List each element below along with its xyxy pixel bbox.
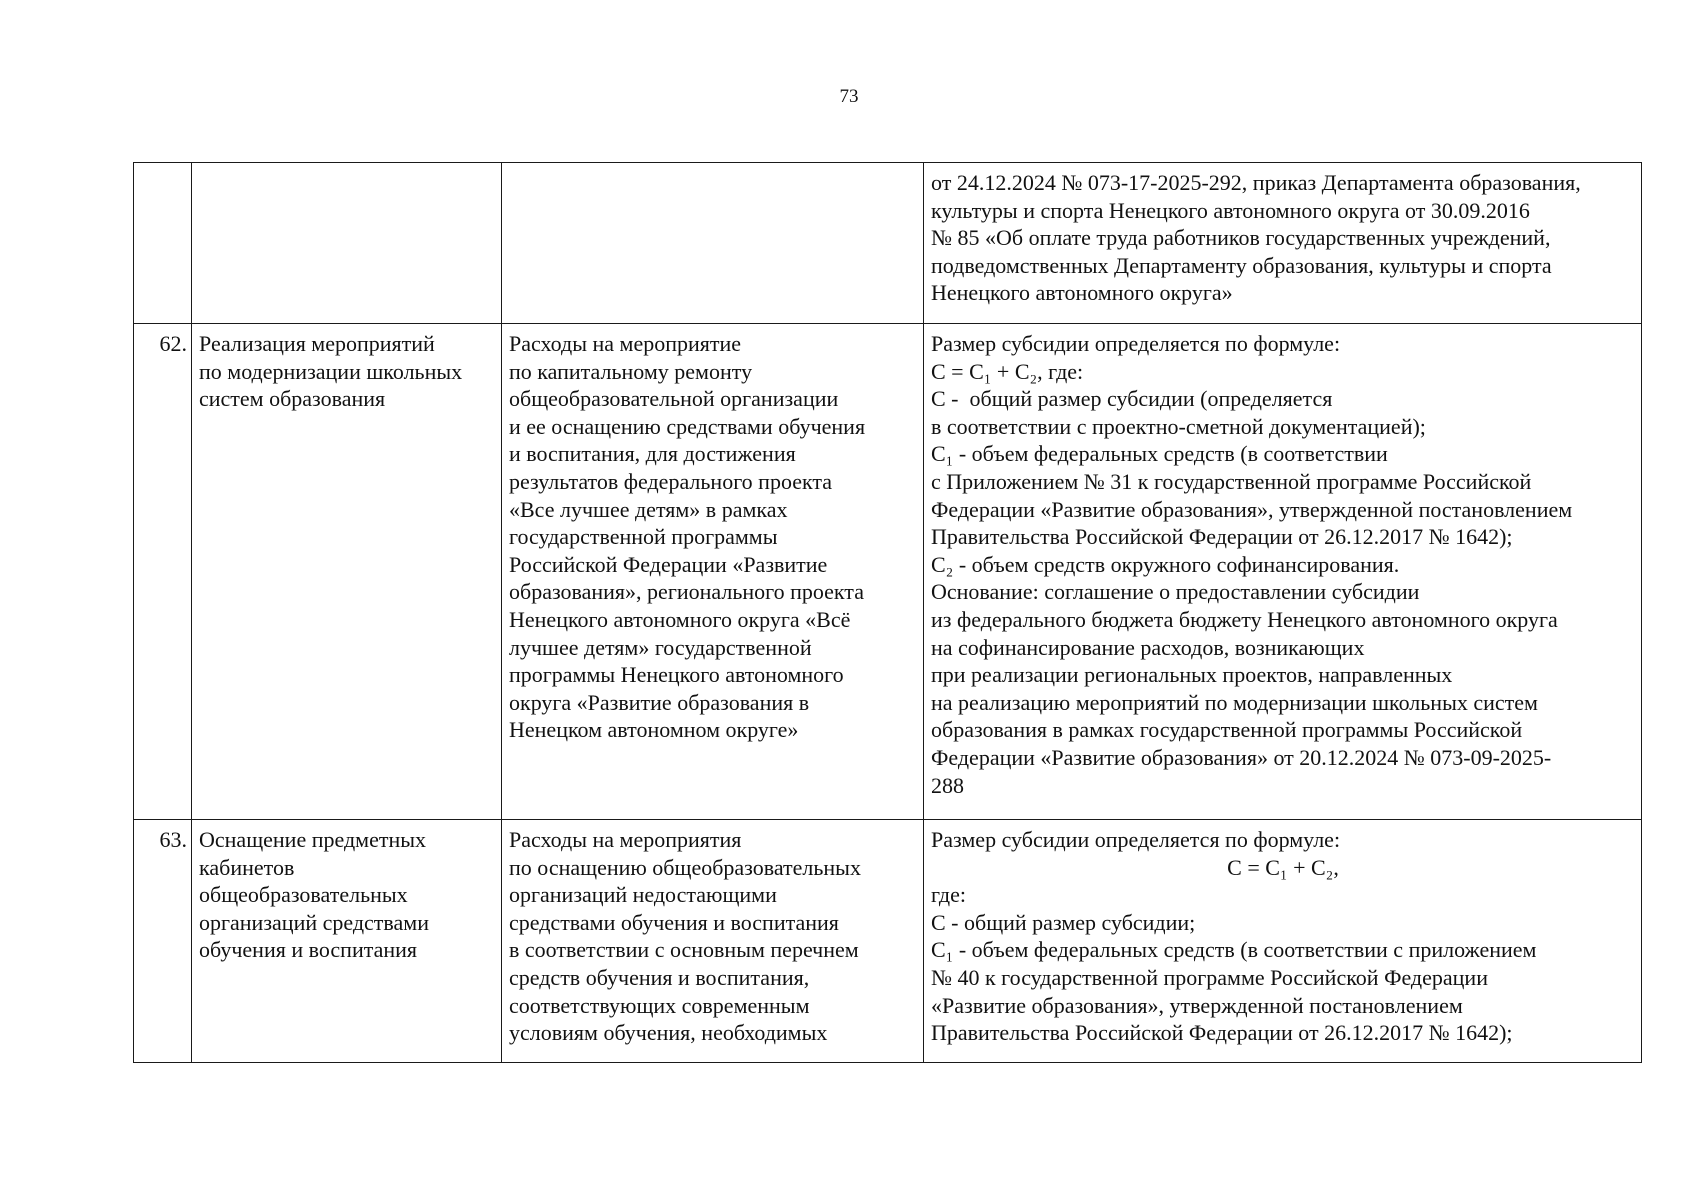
text-line: Российской Федерации «Развитие [509, 551, 828, 577]
text-line: Размер субсидии определяется по формуле: [931, 827, 1341, 852]
text-line: средствами обучения и воспитания [509, 909, 839, 935]
text-line: С - общий размер субсидии; [931, 909, 1196, 935]
text-line: из федерального бюджета бюджету Ненецкого автономного округа [931, 606, 1558, 632]
basis-cell [924, 324, 1642, 820]
text-line: культуры и спорта Ненецкого автономного округа от 30.09.2016 [931, 197, 1530, 223]
text-line: Ненецкого автономного округа «Всё [509, 606, 851, 632]
text-line: условиям обучения, необходимых [509, 1020, 828, 1046]
text-line: организаций недостающими [509, 882, 777, 908]
text-line: «Все лучшее детям» в рамках [509, 496, 788, 522]
text-line: Расходы на мероприятия [509, 827, 742, 852]
text-line: средств обучения и воспитания, [509, 964, 810, 990]
text-line: по модернизации школьных [199, 358, 463, 384]
activity-name-cell [192, 820, 502, 1063]
text-line: общеобразовательных [199, 882, 408, 908]
text-line: С - общий размер субсидии (определяется [931, 386, 1333, 412]
text-line: и воспитания, для достижения [509, 441, 796, 467]
text-line: на реализацию мероприятий по модернизации школьных систем [931, 689, 1538, 715]
text-line: № 40 к государственной программе Российской Федерации [931, 964, 1488, 990]
row-number-cell: 62. [134, 324, 192, 820]
text-line: Ненецкого автономного округа» [931, 280, 1233, 306]
text-line: результатов федерального проекта [509, 468, 833, 494]
text-line: и ее оснащению средствами обучения [509, 413, 866, 439]
text-line: подведомственных Департаменту образования, культуры и спорта [931, 252, 1552, 278]
text-line: обучения и воспитания [199, 937, 418, 963]
text-line: Оснащение предметных [199, 827, 427, 852]
page-number: 73 [839, 86, 859, 107]
table-row [134, 324, 1642, 820]
text-line: кабинетов [199, 854, 295, 880]
expense-description-cell [502, 820, 924, 1063]
text-line: Основание: соглашение о предоставлении субсидии [931, 579, 1420, 605]
subsidy-table [133, 162, 1642, 1063]
basis-cell [924, 163, 1642, 324]
text-line: Федерации «Развитие образования» от 20.12.2024 № 073-09-2025- [931, 744, 1552, 770]
text-line: Расходы на мероприятие [509, 331, 742, 356]
text-line: образования», регионального проекта [509, 579, 864, 605]
activity-name-cell [192, 324, 502, 820]
basis-cell [924, 820, 1642, 1063]
text-line: Реализация мероприятий [199, 331, 435, 356]
text-line: Ненецком автономном округе» [509, 717, 799, 743]
text-line: С₂ - объем средств окружного софинансирования. [931, 551, 1400, 577]
text-line: организаций средствами [199, 909, 429, 935]
text-line: 288 [931, 772, 964, 798]
row-number-cell: 63. [134, 820, 192, 1063]
text-line: при реализации региональных проектов, направленных [931, 662, 1453, 688]
text-line: округа «Развитие образования в [509, 689, 810, 715]
text-line: с Приложением № 31 к государственной программе Российской [931, 468, 1532, 494]
text-line: общеобразовательной организации [509, 386, 839, 412]
text-line: от 24.12.2024 № 073-17-2025-292, приказ Департамента образования, [931, 170, 1581, 195]
text-line: Федерации «Развитие образования», утвержденной постановлением [931, 496, 1573, 522]
text-line: по оснащению общеобразовательных [509, 854, 861, 880]
row-number-cell [134, 163, 192, 324]
text-line: «Развитие образования», утвержденной постановлением [931, 992, 1463, 1018]
text-line: в соответствии с основным перечнем [509, 937, 859, 963]
expense-description-cell [502, 324, 924, 820]
text-line: по капитальному ремонту [509, 358, 753, 384]
text-line: систем образования [199, 386, 386, 412]
table-row [134, 820, 1642, 1063]
text-line: соответствующих современным [509, 992, 810, 1018]
text-line: где: [931, 882, 966, 908]
text-line: С₁ - объем федеральных средств (в соответствии [931, 441, 1388, 467]
text-line: в соответствии с проектно-сметной документацией); [931, 413, 1426, 439]
text-line: образования в рамках государственной программы Российской [931, 717, 1523, 743]
table-row [134, 163, 1642, 324]
text-line: государственной программы [509, 524, 778, 550]
expense-description-cell [502, 163, 924, 324]
text-line: № 85 «Об оплате труда работников государственных учреждений, [931, 225, 1551, 251]
text-line: С₁ - объем федеральных средств (в соответствии с приложением [931, 937, 1537, 963]
text-line: Правительства Российской Федерации от 26.12.2017 № 1642); [931, 524, 1513, 550]
formula-line: С = С₁ + С₂, [1227, 854, 1339, 880]
text-line: программы Ненецкого автономного [509, 662, 844, 688]
text-line: Правительства Российской Федерации от 26.12.2017 № 1642); [931, 1020, 1513, 1046]
text-line: на софинансирование расходов, возникающих [931, 634, 1365, 660]
text-line: лучшее детям» государственной [509, 634, 812, 660]
text-line: Размер субсидии определяется по формуле: [931, 331, 1341, 356]
activity-name-cell [192, 163, 502, 324]
formula-line: С = С₁ + С₂, где: [931, 358, 1084, 384]
